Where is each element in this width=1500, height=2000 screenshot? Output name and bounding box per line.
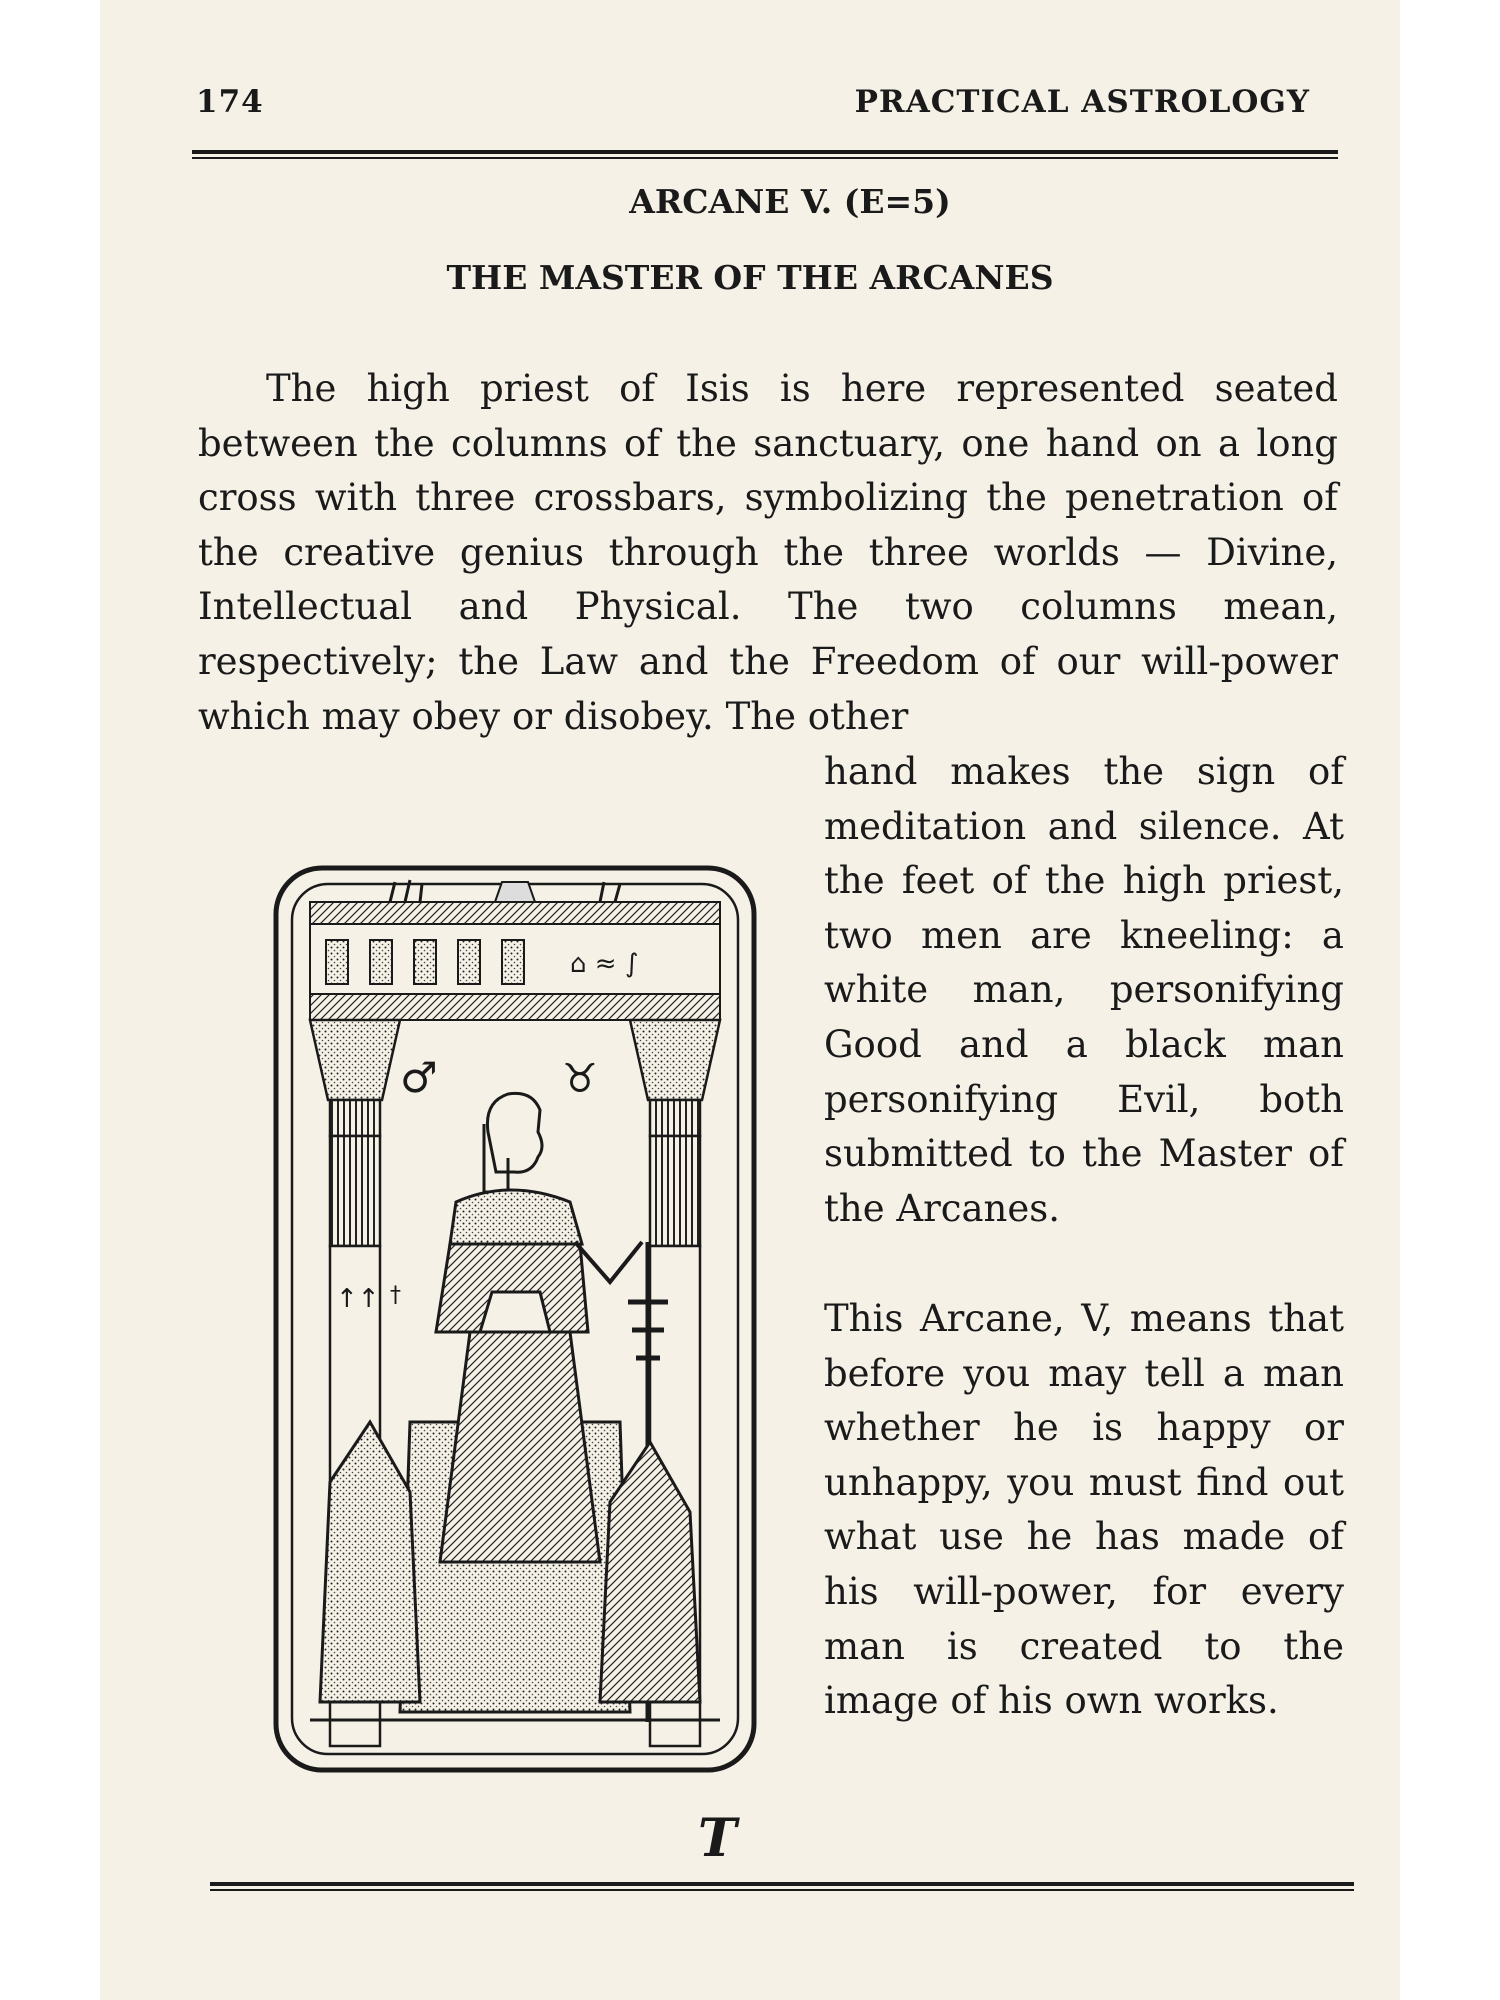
- book-page: [100, 0, 1400, 2000]
- body-paragraph-1: The high priest of Isis is here represented seated between the columns of the sanctuary, one hand on a long cross with three crossbars, symbolizing the penetration of the creative genius through the three worlds — Divine, Intellectual and Physical. The two columns mean, respectively; the Law and the Freedom of our will-power which may obey or disobey. The other: [198, 367, 1338, 738]
- page-number: 174: [196, 84, 264, 120]
- arcane-name: THE MASTER OF THE ARCANES: [446, 258, 1054, 297]
- taurus-symbol: ♉: [562, 1056, 598, 1102]
- svg-text:↑↑: ↑↑: [336, 1284, 380, 1314]
- footer-rule: [210, 1882, 1354, 1891]
- card-letter: T: [698, 1808, 737, 1869]
- tarot-card-illustration: [270, 862, 760, 1776]
- body-paragraph-2: This Arcane, V, means that before you may tell a man whether he is happy or unhappy, you must find out what use he has made of his will-power, for every man is created to the image of his own works.: [824, 1297, 1344, 1723]
- header-rule: [192, 150, 1338, 159]
- body-paragraph-1-continued: hand makes the sign of meditation and silence. At the feet of the high priest, two men are kneeling: a white man, personifying Good and a black man personifying Evil, both submitted to the Master of the Arcanes.: [824, 750, 1344, 1230]
- svg-text:†: †: [390, 1283, 401, 1308]
- arcane-title: ARCANE V. (E=5): [629, 182, 951, 221]
- mars-symbol: ♂: [400, 1053, 438, 1102]
- svg-text:⌂ ≈ ∫: ⌂ ≈ ∫: [570, 949, 639, 979]
- running-head: PRACTICAL ASTROLOGY: [854, 84, 1310, 120]
